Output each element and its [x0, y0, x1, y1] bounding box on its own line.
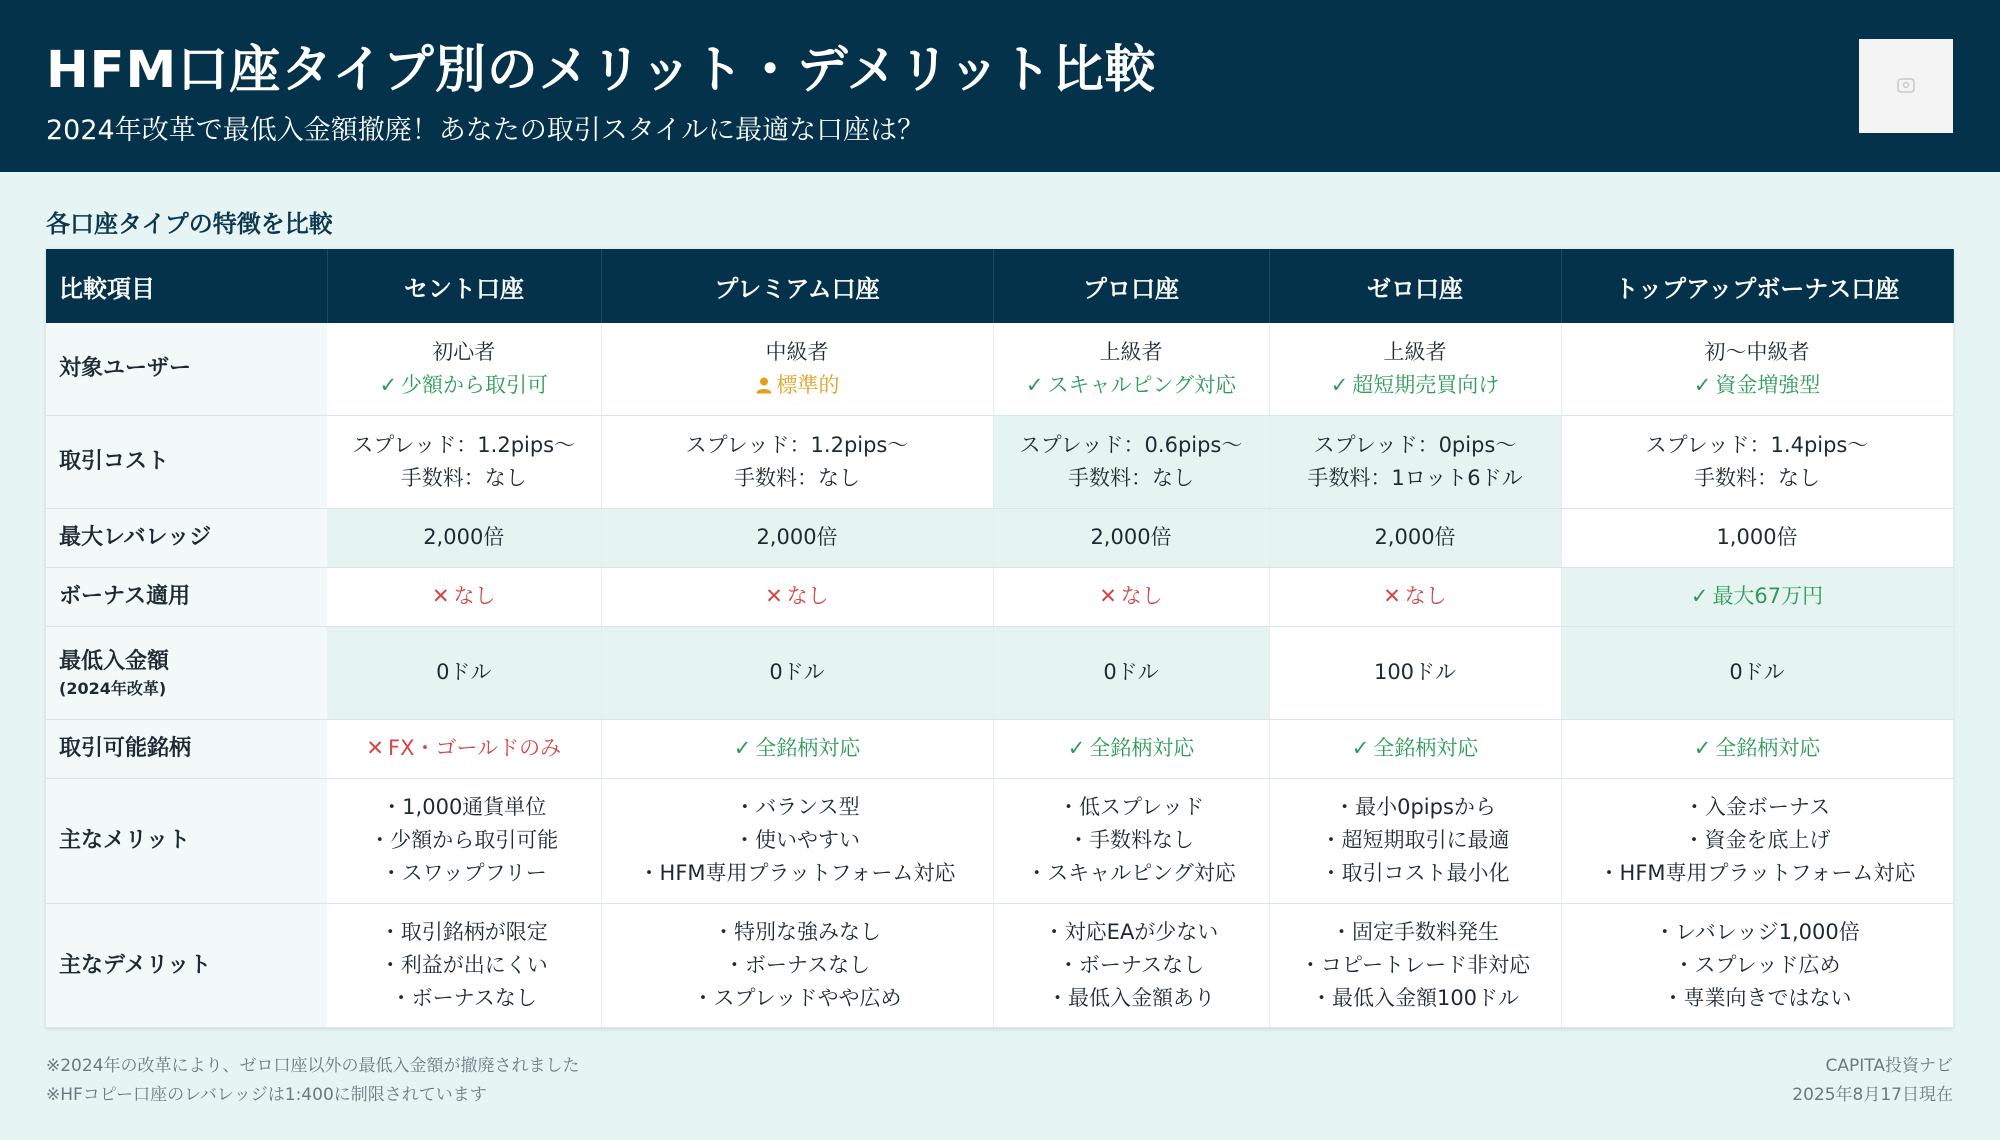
header-cell-zero: ゼロ口座 — [1269, 249, 1561, 323]
row-label-text: 最低入金額 — [59, 649, 170, 674]
list-item: ・特別な強みなし — [713, 919, 881, 944]
table-cell — [601, 323, 993, 415]
row-max-leverage — [46, 508, 1953, 567]
header-cell-premium: プレミアム口座 — [601, 249, 993, 323]
list-item: ・取引コスト最小化 — [1320, 861, 1510, 885]
list-item: ・1,000通貨単位 — [381, 795, 547, 819]
cell-tag — [1270, 369, 1561, 402]
cell-text: FX・ゴールドのみ — [388, 736, 562, 760]
table-cell — [1561, 778, 1953, 903]
cell-line: スプレッド：1.2pips〜 — [352, 432, 576, 457]
cell-tag-text: 少額から取引可 — [401, 372, 549, 397]
row-label: 最大レバレッジ — [46, 508, 327, 567]
list-item: ・スプレッド広め — [1673, 952, 1841, 977]
table-cell-highlight: 2,000倍 — [327, 508, 601, 567]
table-cell — [1561, 415, 1953, 508]
row-label: 主なデメリット — [46, 903, 327, 1027]
row-label: 取引コスト — [46, 415, 327, 508]
row-min-deposit — [46, 626, 1953, 719]
cell-main: 初心者 — [432, 339, 496, 364]
row-label: 主なメリット — [46, 778, 327, 903]
list-item: ・固定手数料発生 — [1331, 919, 1499, 944]
check-icon: ✓ — [1693, 372, 1712, 397]
list-item: ・スワップフリー — [380, 861, 547, 885]
row-label — [46, 626, 327, 719]
table-cell — [601, 778, 993, 903]
cross-icon: ✕ — [1099, 584, 1117, 608]
header-cell-item: 比較項目 — [46, 249, 327, 323]
cell-text: 全銘柄対応 — [1373, 736, 1479, 760]
list-item: ・ボーナスなし — [1057, 952, 1205, 977]
table-cell — [327, 778, 601, 903]
cell-tag-text: スキャルピング対応 — [1047, 372, 1237, 397]
cell-text: 最大67万円 — [1712, 584, 1824, 608]
section-title: 各口座タイプの特徴を比較 — [46, 210, 333, 238]
row-label: ボーナス適用 — [46, 567, 327, 626]
cell-main: 上級者 — [1099, 339, 1163, 364]
cell-main: 初〜中級者 — [1704, 339, 1810, 364]
check-icon: ✓ — [733, 736, 752, 760]
header — [0, 0, 2000, 172]
table-cell — [1269, 323, 1561, 415]
cross-icon: ✕ — [765, 584, 783, 608]
table-cell — [1269, 778, 1561, 903]
table-cell — [327, 719, 601, 778]
cell-line: 手数料：なし — [1068, 465, 1194, 490]
table-cell — [327, 567, 601, 626]
table-cell: 100ドル — [1269, 626, 1561, 719]
cell-line: スプレッド：0.6pips〜 — [1019, 432, 1243, 457]
logo — [1859, 39, 1953, 133]
list-item: ・入金ボーナス — [1683, 795, 1831, 819]
table-cell — [1561, 903, 1953, 1027]
table-cell — [327, 415, 601, 508]
table-header-row — [46, 249, 1953, 323]
cell-text: なし — [1404, 584, 1447, 608]
footer-source — [1792, 1052, 1953, 1110]
user-icon — [755, 369, 773, 402]
cell-text: なし — [786, 584, 829, 608]
check-icon: ✓ — [1693, 736, 1712, 760]
list-item: ・超短期取引に最適 — [1320, 828, 1510, 852]
cell-line: スプレッド：0pips〜 — [1313, 432, 1517, 457]
list-item: ・専業向きではない — [1662, 985, 1852, 1010]
table-cell — [1269, 719, 1561, 778]
page-title: HFM口座タイプ別のメリット・デメリット比較 — [46, 41, 1157, 100]
list-item: ・HFM専用プラットフォーム対応 — [638, 861, 956, 885]
cell-tag — [994, 369, 1269, 402]
header-cell-topup: トップアップボーナス口座 — [1561, 249, 1953, 323]
list-item: ・HFM専用プラットフォーム対応 — [1598, 861, 1916, 885]
cell-line: スプレッド：1.4pips〜 — [1645, 432, 1869, 457]
table-cell-highlight — [993, 415, 1269, 508]
cross-icon: ✕ — [431, 584, 450, 608]
table-cell — [601, 567, 993, 626]
table-cell — [601, 415, 993, 508]
page-subtitle: 2024年改革で最低入金額撤廃！あなたの取引スタイルに最適な口座は？ — [46, 115, 925, 146]
row-label: 取引可能銘柄 — [46, 719, 327, 778]
cell-tag-text: 資金増強型 — [1715, 372, 1821, 397]
table-cell — [993, 323, 1269, 415]
table-cell-highlight: 2,000倍 — [601, 508, 993, 567]
cell-text: 全銘柄対応 — [1715, 736, 1821, 760]
table-cell-highlight: 0ドル — [327, 626, 601, 719]
list-item: ・スキャルピング対応 — [1026, 861, 1236, 885]
table-cell — [993, 778, 1269, 903]
table-cell-highlight — [1269, 415, 1561, 508]
table-cell-highlight — [1561, 567, 1953, 626]
cross-icon: ✕ — [366, 736, 385, 760]
comparison-table — [46, 249, 1954, 1028]
table-cell-highlight: 2,000倍 — [1269, 508, 1561, 567]
table-cell — [1561, 323, 1953, 415]
check-icon: ✓ — [379, 372, 398, 397]
list-item: ・取引銘柄が限定 — [379, 919, 548, 944]
row-tradable-symbols — [46, 719, 1953, 778]
table-cell — [327, 323, 601, 415]
footer-note: ※2024年の改革により、ゼロ口座以外の最低入金額が撤廃されました — [46, 1056, 580, 1076]
cell-text: 全銘柄対応 — [755, 736, 861, 760]
cell-line: 手数料：1ロット6ドル — [1307, 465, 1523, 490]
table-cell-highlight: 0ドル — [993, 626, 1269, 719]
table-cell — [993, 719, 1269, 778]
footer-notes — [46, 1052, 580, 1110]
list-item: ・ボーナスなし — [723, 952, 871, 977]
row-demerits — [46, 903, 1953, 1027]
logo-placeholder-icon — [1895, 75, 1917, 97]
row-trading-cost — [46, 415, 1953, 508]
list-item: ・最低入金額あり — [1047, 985, 1215, 1010]
list-item: ・対応EAが少ない — [1043, 919, 1219, 944]
list-item: ・最小0pipsから — [1334, 795, 1496, 819]
cell-tag — [327, 369, 601, 402]
cell-tag — [602, 369, 993, 402]
row-target-users — [46, 323, 1953, 415]
check-icon: ✓ — [1351, 736, 1370, 760]
footer-note: ※HFコピー口座のレバレッジは1:400に制限されています — [46, 1085, 487, 1105]
table-cell — [1561, 719, 1953, 778]
source-date: 2025年8月17日現在 — [1792, 1085, 1953, 1105]
table-cell-highlight: 2,000倍 — [993, 508, 1269, 567]
cell-text: 全銘柄対応 — [1089, 736, 1195, 760]
check-icon: ✓ — [1067, 736, 1086, 760]
cell-text: なし — [453, 584, 496, 608]
cross-icon: ✕ — [1383, 584, 1401, 608]
list-item: ・手数料なし — [1068, 828, 1194, 852]
table-cell — [601, 903, 993, 1027]
cell-main: 中級者 — [765, 339, 829, 364]
table-cell-highlight: 0ドル — [601, 626, 993, 719]
header-cell-pro: プロ口座 — [993, 249, 1269, 323]
list-item: ・最低入金額100ドル — [1310, 985, 1520, 1010]
table-cell-highlight: 0ドル — [1561, 626, 1953, 719]
check-icon: ✓ — [1025, 372, 1044, 397]
header-cell-cent: セント口座 — [327, 249, 601, 323]
cell-line: スプレッド：1.2pips〜 — [685, 432, 909, 457]
table-cell — [993, 903, 1269, 1027]
row-bonus — [46, 567, 1953, 626]
table-cell — [993, 567, 1269, 626]
cell-tag — [1562, 369, 1953, 402]
row-label: 対象ユーザー — [46, 323, 327, 415]
source-name: CAPITA投資ナビ — [1825, 1056, 1953, 1076]
list-item: ・レバレッジ1,000倍 — [1654, 919, 1860, 944]
list-item: ・資金を底上げ — [1683, 828, 1831, 852]
list-item: ・スプレッドやや広め — [692, 985, 902, 1010]
table-cell — [1269, 903, 1561, 1027]
list-item: ・低スプレッド — [1058, 795, 1204, 819]
cell-line: 手数料：なし — [734, 465, 860, 490]
check-icon: ✓ — [1690, 584, 1709, 608]
cell-tag-text: 超短期売買向け — [1352, 372, 1500, 397]
list-item: ・利益が出にくい — [379, 952, 548, 977]
check-icon: ✓ — [1330, 372, 1349, 397]
comparison-table-wrapper — [46, 249, 1953, 1028]
table-cell — [327, 903, 601, 1027]
cell-line: 手数料：なし — [1694, 465, 1820, 490]
cell-line: 手数料：なし — [400, 465, 527, 490]
cell-main: 上級者 — [1383, 339, 1447, 364]
cell-tag-text: 標準的 — [776, 372, 840, 397]
list-item: ・ボーナスなし — [390, 985, 537, 1010]
list-item: ・使いやすい — [734, 828, 860, 852]
list-item: ・少額から取引可能 — [369, 828, 559, 852]
row-sublabel: (2024年改革) — [59, 679, 167, 698]
table-cell: 1,000倍 — [1561, 508, 1953, 567]
table-cell — [601, 719, 993, 778]
table-cell — [1269, 567, 1561, 626]
list-item: ・バランス型 — [734, 795, 860, 819]
row-merits — [46, 778, 1953, 903]
cell-text: なし — [1120, 584, 1163, 608]
list-item: ・コピートレード非対応 — [1299, 952, 1531, 977]
